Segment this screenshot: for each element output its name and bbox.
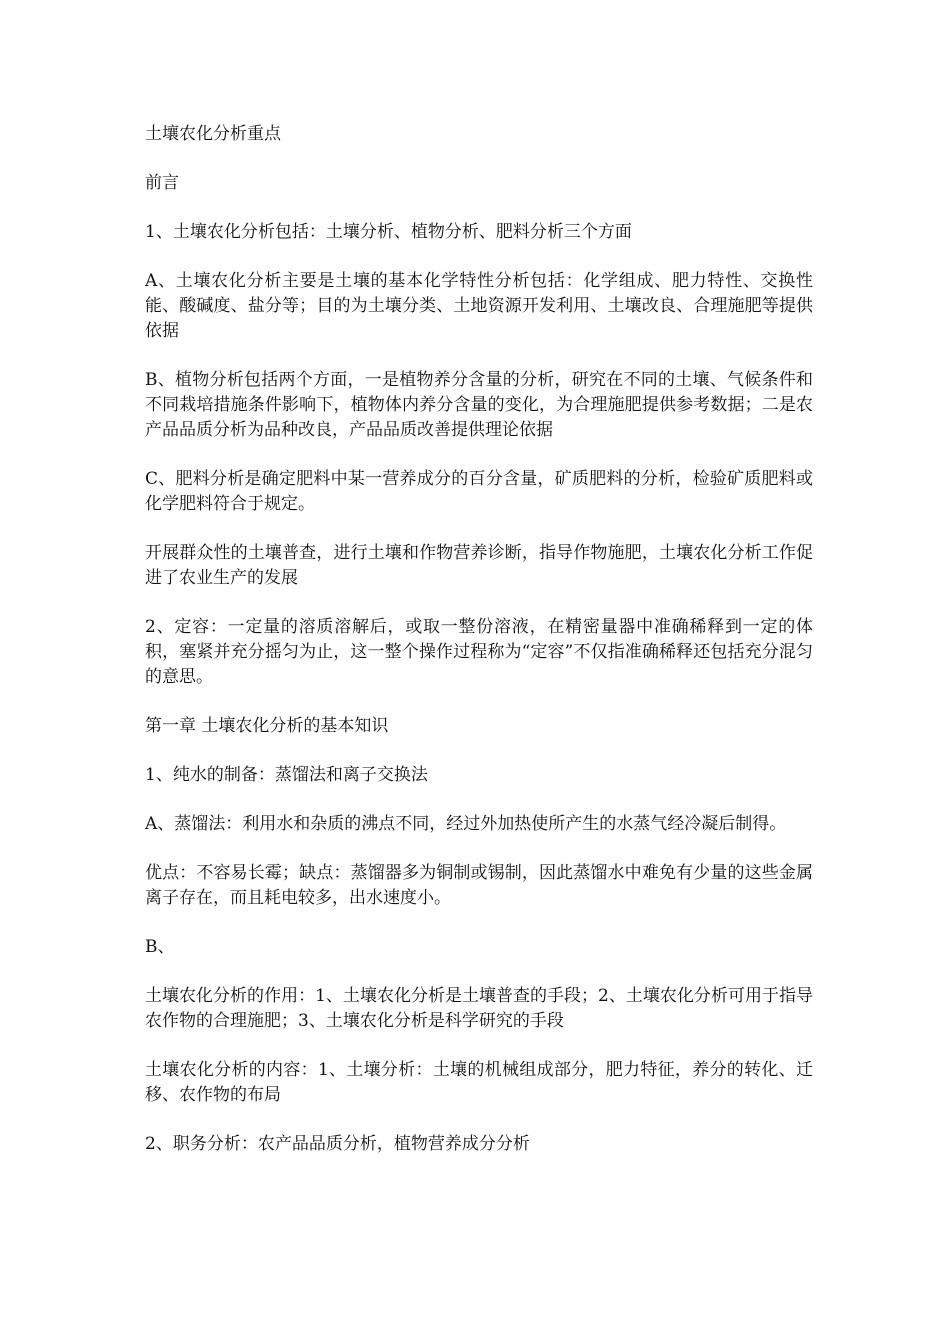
document-body	[145, 122, 813, 1181]
paragraph: 1、土壤农化分析包括：土壤分析、植物分析、肥料分析三个方面	[145, 222, 632, 242]
paragraph: 2、职务分析：农产品品质分析，植物营养成分分析	[145, 1134, 530, 1154]
document-title: 土壤农化分析重点	[145, 124, 281, 144]
paragraph: B、植物分析包括两个方面，一是植物养分含量的分析，研究在不同的土壤、气候条件和不同栽培措施条件影响下，植物体内养分含量的变化，为合理施肥提供参考数据；二是农产品品质分析为品种改良，产品品质改善提供理论依据	[145, 370, 813, 440]
paragraph: 土壤农化分析的内容：1、土壤分析：土壤的机械组成部分，肥力特征，养分的转化、迁移、农作物的布局	[145, 1060, 813, 1105]
paragraph: B、	[145, 937, 175, 957]
paragraph: A、蒸馏法：利用水和杂质的沸点不同，经过外加热使所产生的水蒸气经冷凝后制得。	[145, 814, 787, 834]
paragraph: 土壤农化分析的作用：1、土壤农化分析是土壤普查的手段；2、土壤农化分析可用于指导农作物的合理施肥；3、土壤农化分析是科学研究的手段	[145, 986, 813, 1031]
paragraph: 开展群众性的土壤普查，进行土壤和作物营养诊断，指导作物施肥，土壤农化分析工作促进了农业生产的发展	[145, 543, 813, 588]
paragraph: A、土壤农化分析主要是土壤的基本化学特性分析包括：化学组成、肥力特性、交换性能、酸碱度、盐分等；目的为土壤分类、土地资源开发利用、土壤改良、合理施肥等提供依据	[145, 271, 813, 341]
paragraph: 优点：不容易长霉；缺点：蒸馏器多为铜制或锡制，因此蒸馏水中难免有少量的这些金属离子存在，而且耗电较多，出水速度小。	[145, 863, 813, 908]
paragraph: C、肥料分析是确定肥料中某一营养成分的百分含量，矿质肥料的分析，检验矿质肥料或化学肥料符合于规定。	[145, 469, 813, 514]
section-heading-preface: 前言	[145, 173, 179, 193]
paragraph: 1、纯水的制备：蒸馏法和离子交换法	[145, 765, 428, 785]
paragraph: 2、定容：一定量的溶质溶解后，或取一整份溶液，在精密量器中准确稀释到一定的体积，塞紧并充分摇匀为止，这一整个操作过程称为“定容”不仅指准确稀释还包括充分混匀的意思。	[145, 617, 813, 687]
chapter-heading: 第一章 土壤农化分析的基本知识	[145, 716, 389, 736]
